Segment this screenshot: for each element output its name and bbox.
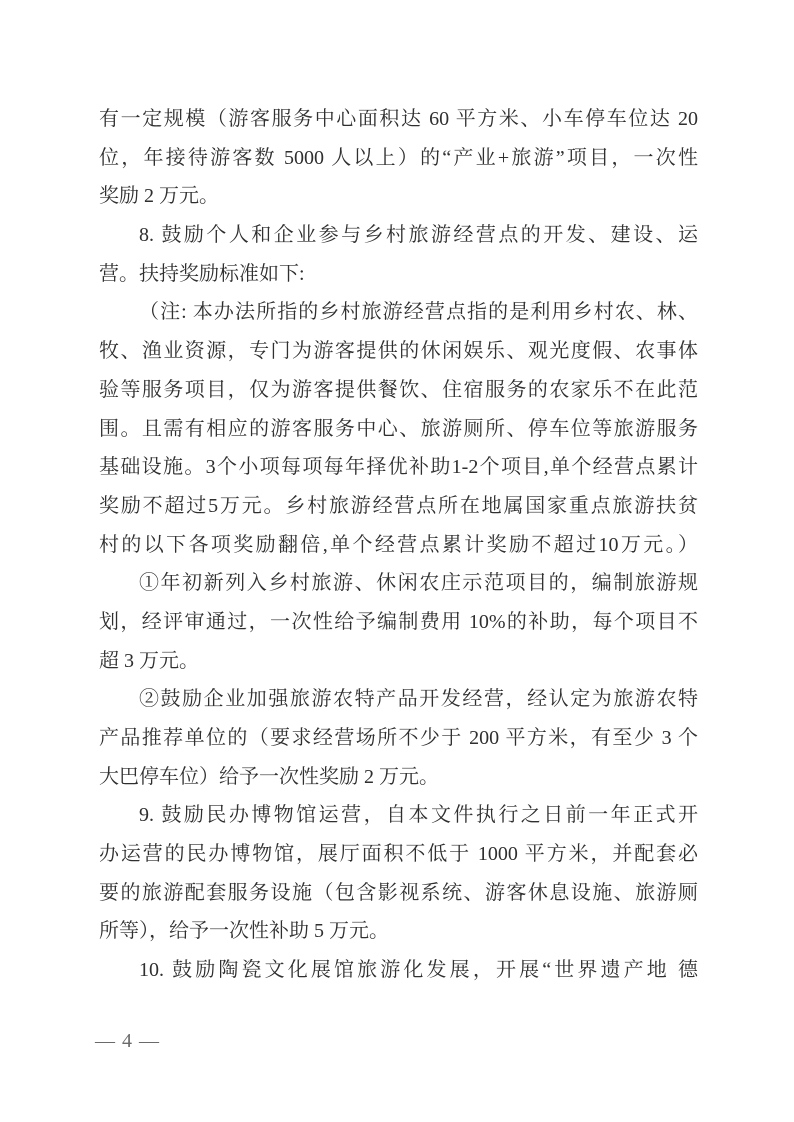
text-line: 奖励 2 万元。 xyxy=(99,185,219,208)
text-line: 位，年接待游客数 5000 人以上）的“产业+旅游”项目，一次性 xyxy=(99,146,698,169)
text-line: 村的以下各项奖励翻倍,单个经营点累计奖励不超过10万元。） xyxy=(99,533,698,556)
text-line: ②鼓励企业加强旅游农特产品开发经营，经认定为旅游农特 xyxy=(139,688,698,711)
document-body xyxy=(99,100,698,990)
text-line: （注: 本办法所指的乡村旅游经营点指的是利用乡村农、林、 xyxy=(139,301,698,324)
text-line: ①年初新列入乡村旅游、休闲农庄示范项目的，编制旅游规 xyxy=(139,572,698,595)
text-line: 大巴停车位）给予一次性奖励 2 万元。 xyxy=(99,765,439,788)
text-line: 基础设施。3个小项每项每年择优补助1-2个项目,单个经营点累计 xyxy=(99,456,698,479)
text-line: 9. 鼓励民办博物馆运营，自本文件执行之日前一年正式开 xyxy=(139,804,698,827)
text-line: 验等服务项目，仅为游客提供餐饮、住宿服务的农家乐不在此范 xyxy=(99,378,698,401)
text-line: 有一定规模（游客服务中心面积达 60 平方米、小车停车位达 20 xyxy=(99,108,698,130)
text-line: 办运营的民办博物馆，展厅面积不低于 1000 平方米，并配套必 xyxy=(99,843,698,866)
text-line: 奖励不超过5万元。乡村旅游经营点所在地属国家重点旅游扶贫 xyxy=(99,494,698,517)
text-line: 超 3 万元。 xyxy=(99,649,199,672)
text-line: 产品推荐单位的（要求经营场所不少于 200 平方米，有至少 3 个 xyxy=(99,727,698,749)
text-line: 10. 鼓励陶瓷文化展馆旅游化发展，开展“世界遗产地 德 xyxy=(139,959,698,982)
text-line: 要的旅游配套服务设施（包含影视系统、游客休息设施、旅游厕 xyxy=(99,881,698,904)
text-line: 围。且需有相应的游客服务中心、旅游厕所、停车位等旅游服务 xyxy=(99,417,698,440)
text-line: 营。扶持奖励标准如下: xyxy=(99,262,305,285)
text-line: 8. 鼓励个人和企业参与乡村旅游经营点的开发、建设、运 xyxy=(139,224,698,247)
text-line: 牧、渔业资源，专门为游客提供的休闲娱乐、观光度假、农事体 xyxy=(99,340,698,363)
text-line: 划，经评审通过，一次性给予编制费用 10%的补助，每个项目不 xyxy=(99,610,698,633)
text-line: 所等），给予一次性补助 5 万元。 xyxy=(99,920,389,943)
page-number: — 4 — xyxy=(95,1030,160,1052)
